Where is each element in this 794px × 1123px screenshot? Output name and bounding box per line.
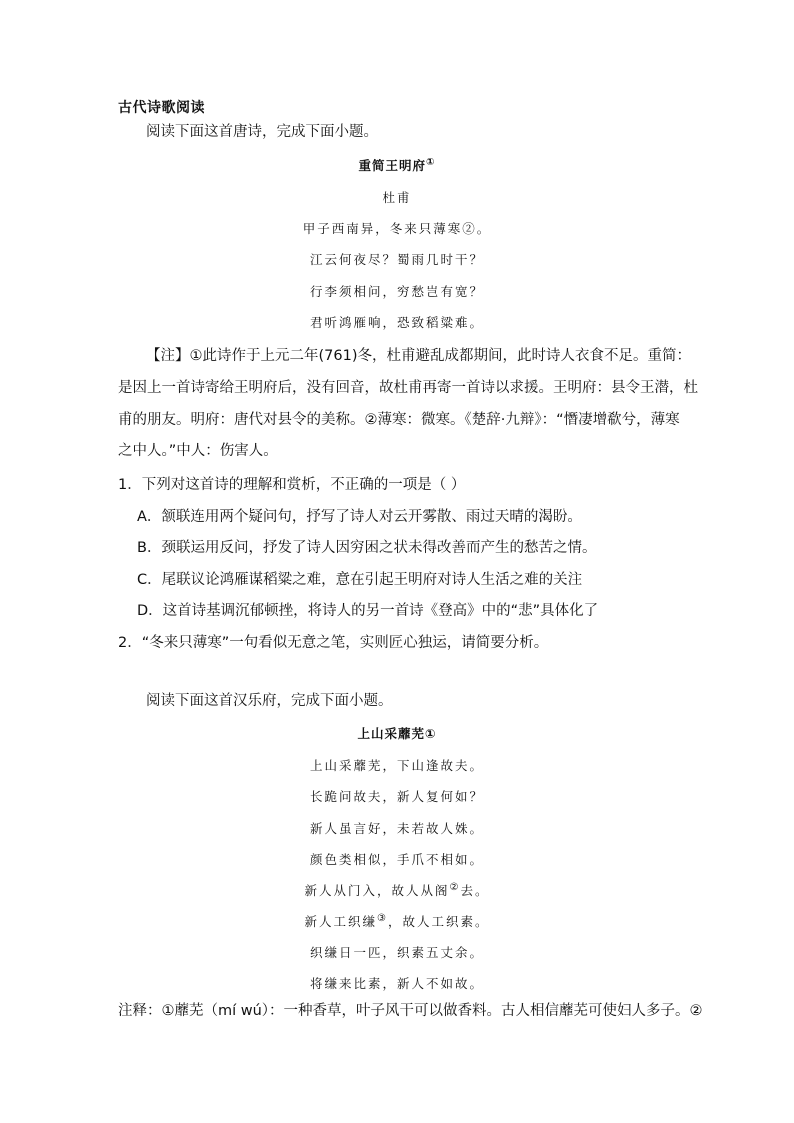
poem1-line-2: 江云何夜尽？蜀雨几时干？ — [309, 252, 484, 267]
poem1-note-line-4: 之中人。”中人：伤害人。 — [118, 443, 278, 459]
poem2-line-5 — [0, 881, 794, 899]
poem2-line-7: 织缣日一匹，织素五丈余。 — [309, 945, 484, 960]
section-title: 古代诗歌阅读 — [118, 100, 205, 116]
question-2: 2．“冬来只薄寒”一句看似无意之笔，实则匠心独运，请简要分析。 — [118, 635, 549, 651]
question-1: 1．下列对这首诗的理解和赏析，不正确的一项是（ ） — [118, 477, 466, 493]
option-c: C．尾联议论鸿雁谋稻粱之难，意在引起王明府对诗人生活之难的关注 — [137, 572, 583, 588]
poem2-line-6-end: ，故人工织素。 — [387, 914, 490, 929]
poem1-line-1: 甲子西南异，冬来只薄寒②。 — [302, 221, 492, 236]
poem2-line-2: 长跪问故夫，新人复何如？ — [309, 789, 484, 804]
poem2-line-5-footnote-mark: ② — [449, 881, 461, 893]
poem2-line-3: 新人虽言好，未若故人姝。 — [309, 821, 484, 836]
poem2-line-5-text: 新人从门入，故人从阁 — [304, 883, 450, 898]
poem1-author: 杜甫 — [382, 190, 412, 205]
poem1-note-line-3: 甫的朋友。明府：唐代对县令的美称。②薄寒：微寒。《楚辞·九辩》：“憯凄增欷兮，薄寒 — [118, 412, 680, 428]
part2-instruction: 阅读下面这首汉乐府，完成下面小题。 — [146, 693, 393, 709]
option-d: D．这首诗基调沉郁顿挫，将诗人的另一首诗《登高》中的“悲”具体化了 — [137, 603, 599, 619]
part1-instruction: 阅读下面这首唐诗，完成下面小题。 — [146, 124, 378, 140]
poem1-line-4: 君听鸿雁响，恐致稻粱难。 — [309, 315, 484, 330]
poem2-line-6-footnote-mark: ③ — [377, 912, 388, 924]
option-a: A．颔联连用两个疑问句，抒写了诗人对云开雾散、雨过天晴的渴盼。 — [137, 509, 582, 525]
poem1-line-3: 行李须相问，穷愁岂有宽？ — [309, 284, 484, 299]
poem2-line-4: 颜色类相似，手爪不相如。 — [309, 852, 484, 867]
poem1-title-text: 重简王明府 — [358, 158, 427, 173]
poem2-note: 注释：①蘼芜（mí wú）：一种香草，叶子风干可以做香料。古人相信蘼芜可使妇人多子。② — [118, 1003, 703, 1019]
poem1-title-footnote-mark: ① — [426, 156, 436, 168]
option-b: B．颈联运用反问，抒发了诗人因穷困之状未得改善而产生的愁苦之情。 — [137, 540, 597, 556]
poem2-line-6 — [0, 912, 794, 930]
poem1-note-line-1: 【注】①此诗作于上元二年(761)冬，杜甫避乱成都期间，此时诗人衣食不足。重简： — [146, 348, 691, 364]
poem2-title: 上山采蘼芜① — [357, 726, 437, 741]
poem1-note-line-2: 是因上一首诗寄给王明府后，没有回音，故杜甫再寄一首诗以求援。王明府：县令王潜，杜 — [118, 380, 698, 396]
poem2-line-6-text: 新人工织缣 — [304, 914, 378, 929]
poem1-title — [0, 156, 794, 174]
poem2-line-5-end: 去。 — [460, 883, 490, 898]
poem2-line-8: 将缣来比素，新人不如故。 — [309, 976, 484, 991]
poem2-line-1: 上山采蘼芜，下山逢故夫。 — [309, 758, 484, 773]
